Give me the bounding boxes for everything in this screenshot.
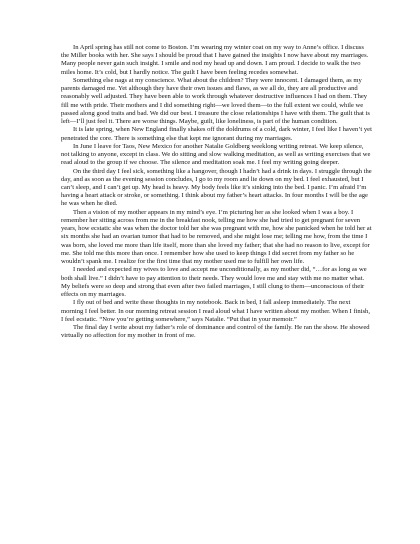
document-page bbox=[61, 44, 372, 514]
paragraph-1: In April spring has still not come to Boston. I’m wearing my winter coat on my way to Anne’s office. I discuss the Miller books with her. She says I should be proud that I have gained the insights I now have about my marriages. Many people never gain such insight. I smile and nod my head up and down. I am proud. I decide to walk the two miles home. It’s cold, but I hardly notice. The guilt I have been feeling recedes somewhat. bbox=[61, 44, 369, 76]
paragraph-5: On the third day I feel sick, something like a hangover, though I hadn’t had a drink in days. I struggle through the day, and as soon as the evening session concludes, I go to my room and lie down on my bed. I feel exhausted, but I can’t sleep, and I can’t get up. My head is heavy. My body feels like it’s sinking into the bed. I panic. I’m afraid I’m having a heart attack or stroke, or something. I think about my father’s heart attacks. In four months I will be the age he was when he died. bbox=[61, 167, 372, 208]
paragraph-7: I needed and expected my wives to love and accept me unconditionally, as my mother did, “…for as long as we both shall live.” I didn’t have to pay attention to their needs. They would love me and stay with me no matter what. My beliefs were so deep and strong that even after two failed marriages, I still clung to them—unconscious of their effects on my marriages. bbox=[61, 266, 367, 299]
paragraph-9: The final day I write about my father’s role of dominance and control of the family. He ran the show. He showed virtually no affection for my mother in front of me. bbox=[61, 323, 370, 340]
paragraph-4: In June I leave for Taos, New Mexico for another Natalie Goldberg weeklong writing retreat. We keep silence, not talking to anyone, except in class. We do sitting and slow walking meditation, as well as writing exercises that we read aloud to the group if we choose. The silence and meditation soak me. I feel my writing going deeper. bbox=[61, 142, 371, 167]
paragraph-6: Then a vision of my mother appears in my mind’s eye. I’m picturing her as she looked when I was a boy. I remember her sitting across from me in the breakfast nook, telling me how she had tried to get pregnant for seven years, how ecstatic she was when the doctor told her she was pregnant with me, how she panicked when he told her at six months she had an ovarian tumor that had to be removed, and she might lose me; telling me how, from the time I was born, she loved me more than life itself, more than she loved my father; that she had no reason to live, except for me. She told me this more than once. I remember how she used to keep things I did secret from my father so he wouldn’t spank me. I realize for the first time that my mother used me to fulfill her own life. bbox=[61, 208, 372, 266]
paragraph-3: It is late spring, when New England finally shakes off the doldrums of a cold, dark winter, I feel like I haven’t yet penetrated the core. There is something else that kept me ignorant during my marriages. bbox=[61, 126, 372, 142]
paragraph-8: I fly out of bed and write these thoughts in my notebook. Back in bed, I fall asleep immediately. The next morning I feel better. In our morning retreat session I read aloud what I have written about my mother. When I finish, I feel ecstatic. “Now you’re getting somewhere,” says Natalie. “Put that in your memoir.” bbox=[61, 299, 370, 323]
paragraph-2: Something else nags at my conscience. What about the children? They were innocent. I damaged them, as my parents damaged me. Yet although they have their own issues and flaws, as we all do, they are all productive and reasonably well adjusted. They have been able to work through whatever destructive influences I had on them. They fill me with pride. Their mothers and I did something right—we loved them—to the full extent we could, while we passed along good traits and bad. We did our best. I treasure the close relationships I have with them. The guilt that is left—I’ll just feel it. There are worse things. Maybe, guilt, like loneliness, is part of the human condition. bbox=[61, 76, 370, 126]
